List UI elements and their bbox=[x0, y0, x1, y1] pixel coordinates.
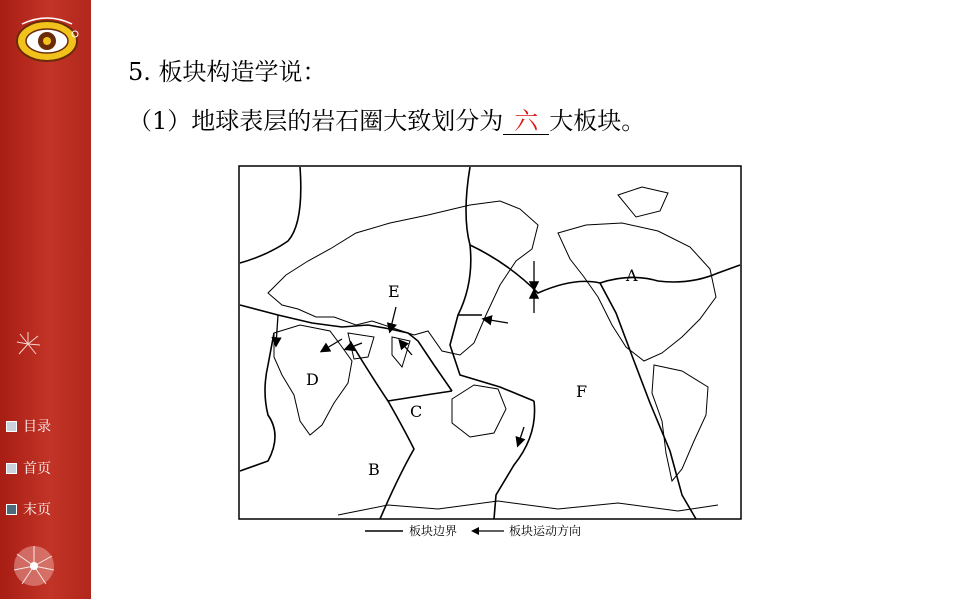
legend-boundary-label: 板块边界 bbox=[409, 524, 458, 538]
plate-label-f: F bbox=[576, 382, 588, 401]
plate-label-d: D bbox=[306, 370, 319, 389]
plate-label-a: A bbox=[626, 266, 638, 285]
dandelion-flower-decoration bbox=[8, 540, 60, 592]
plate-label-e: E bbox=[388, 282, 400, 301]
nav-contents-label: 目录 bbox=[23, 419, 51, 435]
nav-home-button[interactable] bbox=[6, 458, 51, 478]
plate-tectonics-map bbox=[238, 165, 742, 520]
map-legend bbox=[365, 522, 581, 539]
dandelion-decoration bbox=[14, 330, 42, 358]
nav-square-icon bbox=[6, 463, 17, 474]
plate-label-c: C bbox=[410, 402, 423, 421]
nav-last-label: 末页 bbox=[23, 502, 51, 518]
nav-contents-button[interactable] bbox=[6, 416, 51, 436]
nav-square-icon bbox=[6, 504, 17, 515]
publisher-logo bbox=[14, 14, 80, 64]
plate-label-b: B bbox=[368, 460, 380, 479]
question-prefix: （1）地球表层的岩石圈大致划分为 bbox=[128, 107, 504, 135]
sidebar bbox=[0, 0, 91, 599]
map-frame bbox=[239, 166, 741, 519]
section-heading: 5. 板块构造学说： bbox=[128, 58, 327, 86]
answer-blank: 六 bbox=[503, 108, 549, 135]
legend-motion-label: 板块运动方向 bbox=[509, 524, 582, 538]
boundary-line-icon bbox=[365, 527, 405, 535]
nav-home-label: 首页 bbox=[23, 461, 51, 477]
question-line bbox=[128, 101, 645, 136]
question-suffix: 大板块。 bbox=[549, 107, 646, 135]
nav-last-button[interactable] bbox=[6, 499, 51, 519]
motion-arrow-icon bbox=[471, 527, 505, 535]
nav-square-icon bbox=[6, 421, 17, 432]
